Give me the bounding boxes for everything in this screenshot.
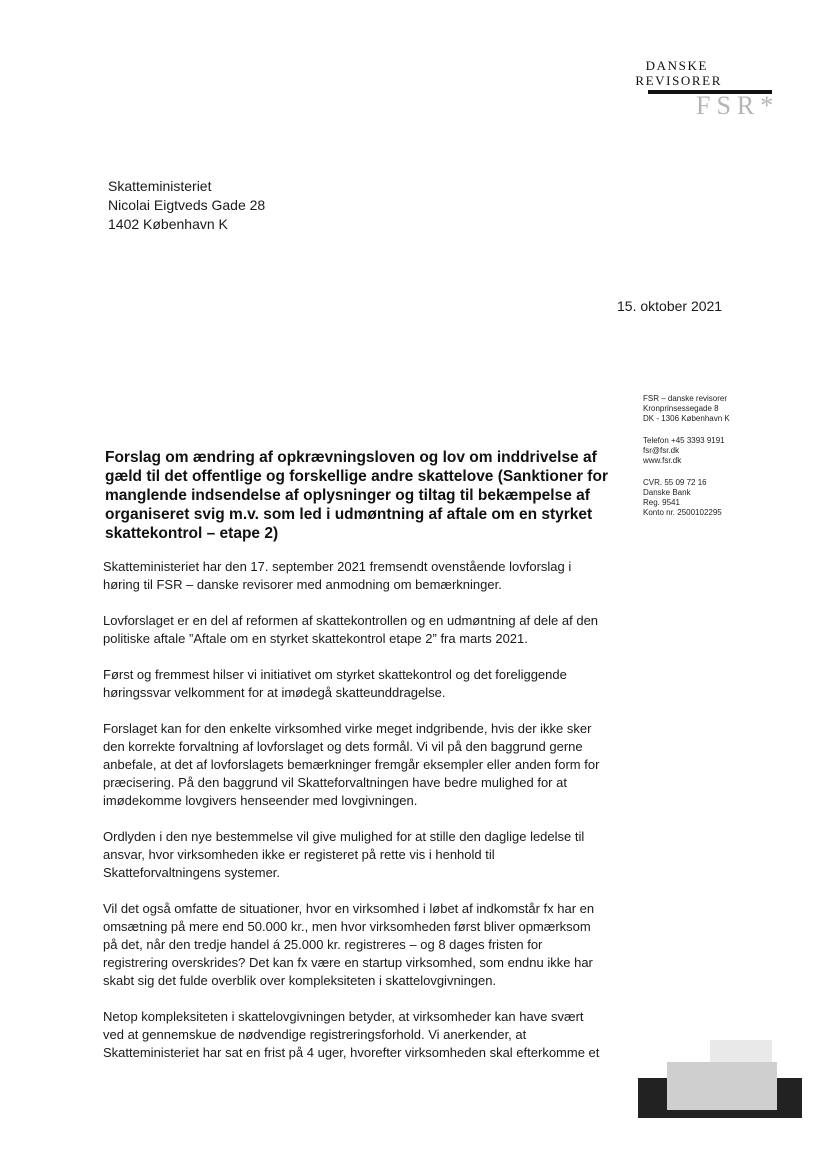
sender-website: www.fsr.dk [643,456,682,465]
sender-line: CVR. 55 09 72 16 [643,478,707,487]
body-paragraph: Forslaget kan for den enkelte virksomhed virke meget indgribende, hvis der ikke sker den korrekte forvaltning af lovforslaget og dets formål. Vi vil på den baggrund gerne anbefale, at det af lovforslagets bemærkninger fremgår eksempler eller anden form for præcisering. På den baggrund vil Skatteforvaltningen have bedre mulighed for at imødekomme lovgivers henseender med lovgivningen. [103,721,600,808]
logo-mark: FSR* [696,91,780,120]
sender-line: Kronprinsessegade 8 [643,404,719,413]
body-paragraph: Lovforslaget er en del af reformen af skattekontrollen og en udmøntning af dele af den politiske aftale ”Aftale om en styrket skattekontrol etape 2” fra marts 2021. [103,613,599,646]
sender-email: fsr@fsr.dk [643,446,680,455]
body-paragraph: Først og fremmest hilser vi initiativet om styrket skattekontrol og det foreliggende høringssvar velkomment for at imødegå skatteunddragelse. [103,667,567,700]
sender-address-group [643,394,730,424]
recipient-street: Nicolai Eigtveds Gade 28 [108,197,266,213]
body-paragraph: Netop kompleksiteten i skattelovgivningen betyder, at virksomheder kan have svært ved at gennemskue de nødvendige registreringsforhold. Vi anerkender, at Skatteministeriet har sat en frist på 4 uger, hvorefter virksomheden skal efterkomme et [103,1009,600,1060]
body-paragraph: Skatteministeriet har den 17. september 2021 fremsendt ovenstående lovforslag i høring til FSR – danske revisorer med anmodning om bemærkninger. [103,559,572,592]
letter-date: 15. oktober 2021 [617,298,723,314]
recipient-address [108,177,265,234]
fsr-logo [630,56,780,126]
sender-phone: Telefon +45 3393 9191 [643,436,725,445]
body-paragraph: Vil det også omfatte de situationer, hvor en virksomhed i løbet af indkomstår fx har en omsætning på mere end 50.000 kr., men hvor virksomheden først bliver opmærksom på det, når den tredje handel á 25.000 kr. registreres – og 8 dages fristen for registrering overskrides? Det kan fx være en startup virksomhed, som endnu ikke har skabt sig det fulde overblik over kompleksiteten i skattelovgivningen. [103,901,595,988]
sender-line: Danske Bank [643,488,691,497]
sender-line: Reg. 9541 [643,498,680,507]
sender-line: FSR – danske revisorer [643,394,728,403]
sender-bank-group [643,478,730,518]
sender-contact-group [643,436,730,466]
sender-line: Konto nr. 2500102295 [643,508,722,517]
letter-body [103,558,608,1080]
logo-text-revisorer: REVISORER [635,73,722,88]
body-paragraph: Ordlyden i den nye bestemmelse vil give mulighed for at stille den daglige ledelse til ansvar, hvor virksomheden ikke er registeret på rette vis i henhold til Skatteforvaltningens systemer. [103,829,585,880]
sender-info [643,394,730,530]
logo-text-danske: DANSKE [645,58,708,73]
recipient-name: Skatteministeriet [108,178,212,194]
recipient-city: 1402 København K [108,216,228,232]
letter-title: Forslag om ændring af opkrævningsloven og lov om inddrivelse af gæld til det offentlige og forskellige andre skattelove (Sanktioner for manglende indsendelse af oplysninger og tiltag til bekæmpelse af organiseret svig m.v. som led i udmøntning af aftale om en styrket skattekontrol – etape 2) [105,449,608,542]
sender-line: DK - 1306 København K [643,414,730,423]
